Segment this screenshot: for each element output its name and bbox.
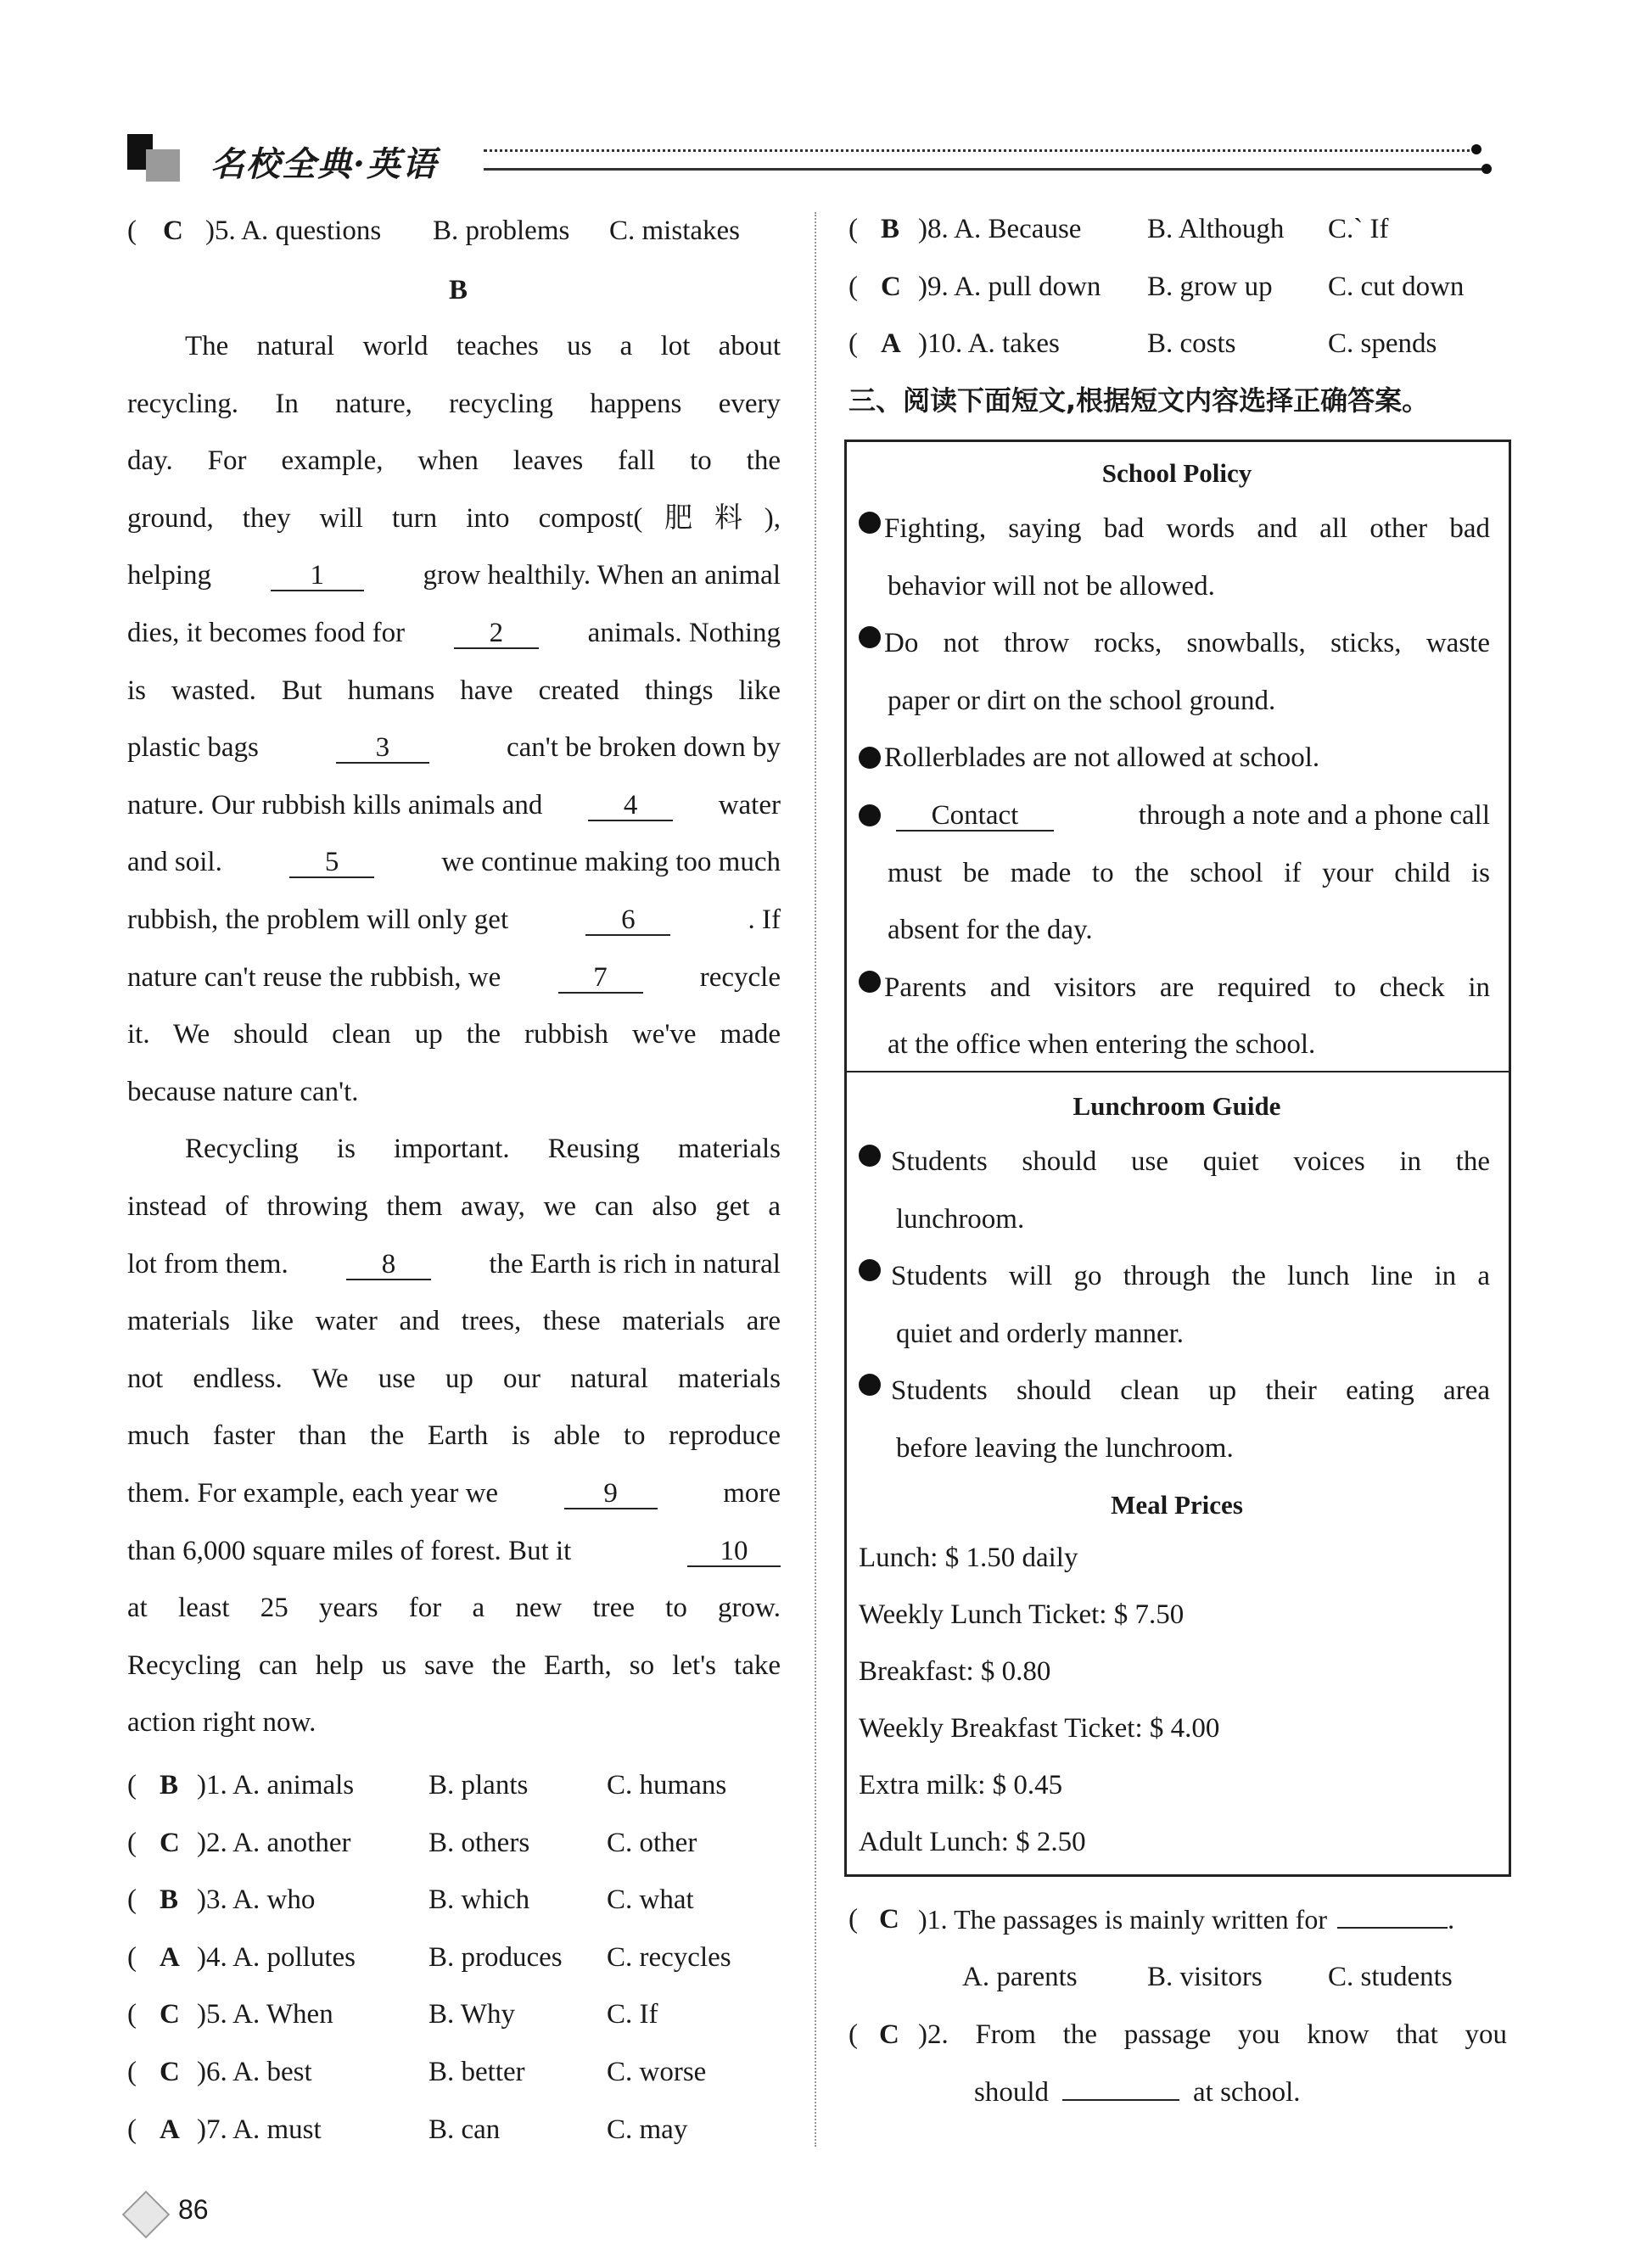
question-end: .: [1447, 1905, 1455, 1935]
header-dot-icon: [1471, 144, 1481, 154]
lunchroom-text: before leaving the lunchroom.: [896, 1433, 1234, 1464]
passage-text: the Earth is rich in natural: [489, 1248, 781, 1280]
paren: (: [127, 1884, 137, 1916]
policy-text: Rollerblades are not allowed at school.: [884, 742, 1320, 774]
page-number-diamond-icon: [122, 2191, 171, 2239]
passage-line: [127, 903, 781, 937]
paren: (: [849, 214, 858, 244]
option-a: )2. A. another: [197, 1827, 351, 1858]
bullet-icon: [859, 747, 881, 769]
option-c: C. humans: [607, 1770, 727, 1800]
passage-text: . If: [748, 904, 781, 935]
option-b: B. can: [428, 2114, 501, 2145]
paren: (: [127, 1999, 137, 2030]
section-3-title: 三、阅读下面短文,根据短文内容选择正确答案。: [849, 384, 1430, 417]
header-dotted-rule: [484, 149, 1476, 152]
answer: C: [160, 2057, 180, 2087]
question-text: )2. From the passage you know that you: [918, 2019, 1507, 2050]
policy-line: [859, 856, 1490, 890]
blank-number: 1: [271, 561, 364, 591]
passage-text: helping: [127, 560, 211, 591]
answer: C: [881, 271, 901, 302]
passage-line: because nature can't.: [127, 1076, 359, 1107]
policy-line: [859, 971, 1490, 1005]
paren: (: [849, 328, 858, 360]
paren: (: [849, 1904, 858, 1935]
section-b-title: B: [448, 275, 468, 305]
option-a: )9. A. pull down: [918, 271, 1101, 302]
passage-line: action right now.: [127, 1707, 316, 1739]
option-a: )10. A. takes: [918, 328, 1060, 360]
passage-line: materials like water and trees, these materials are: [127, 1306, 781, 1337]
policy-text: paper or dirt on the school ground.: [888, 685, 1276, 716]
passage-text: grow healthily. When an animal: [423, 560, 781, 591]
option-b: B. others: [428, 1827, 530, 1858]
policy-line-start: [859, 798, 1054, 832]
passage-text: rubbish, the problem will only get: [127, 904, 509, 935]
passage-line: much faster than the Earth is able to reproduce: [127, 1420, 781, 1452]
passage-text: dies, it becomes food for: [127, 618, 406, 648]
question-text: should: [974, 2077, 1050, 2108]
lunchroom-line: [859, 1202, 1490, 1236]
option-c: C. may: [607, 2114, 688, 2145]
passage-line: Recycling can help us save the Earth, so let's take: [127, 1649, 781, 1681]
meal-price-item: Extra milk: $ 0.45: [859, 1770, 1063, 1800]
paren: (: [127, 2114, 137, 2145]
policy-line: [859, 913, 1490, 947]
passage-text: them. For example, each year we: [127, 1478, 499, 1509]
policy-line: [859, 798, 1490, 832]
bullet-icon: [859, 1374, 881, 1396]
policy-text: must be made to the school if your child is: [888, 857, 1490, 888]
bullet-icon: [859, 1145, 881, 1167]
option-c: C. recycles: [607, 1941, 731, 1973]
option-c: C. other: [607, 1827, 697, 1858]
lunchroom-line: [859, 1431, 1490, 1465]
policy-line: [859, 626, 1490, 660]
passage-line: instead of throwing them away, we can also get a: [127, 1191, 781, 1222]
option-a: )6. A. best: [197, 2057, 312, 2087]
passage-line: The natural world teaches us a lot about: [185, 331, 781, 361]
meal-prices-title: Meal Prices: [1111, 1490, 1243, 1520]
passage-text: water: [718, 789, 781, 820]
passage-line: [127, 960, 781, 994]
passage-text: and soil.: [127, 847, 222, 878]
answer: B: [881, 214, 900, 244]
lunchroom-title: Lunchroom Guide: [1073, 1091, 1281, 1121]
lunchroom-text: Students should use quiet voices in the: [891, 1146, 1490, 1177]
passage-text: animals. Nothing: [587, 618, 781, 648]
page-number: 86: [178, 2194, 209, 2225]
option-a: )7. A. must: [197, 2114, 322, 2145]
answer: A: [160, 2114, 180, 2145]
passage-line: [127, 1476, 781, 1510]
meal-price-item: Weekly Breakfast Ticket: $ 4.00: [859, 1713, 1220, 1744]
paren: (: [127, 1941, 137, 1973]
option-a: )8. A. Because: [918, 214, 1082, 244]
passage-line: recycling. In nature, recycling happens every: [127, 388, 781, 419]
meal-price-item: Lunch: $ 1.50 daily: [859, 1543, 1078, 1573]
option-b: B. better: [428, 2057, 525, 2087]
answer: C: [160, 1999, 180, 2030]
answer: B: [160, 1884, 179, 1916]
passage-line: [127, 845, 781, 879]
blank-number: 5: [289, 848, 374, 878]
passage-text: more: [723, 1478, 781, 1509]
passage-line: [127, 731, 781, 764]
passage-line: ground, they will turn into compost(肥料),: [127, 502, 781, 534]
policy-line: [859, 569, 1490, 603]
answer-blank: Contact: [896, 801, 1054, 832]
meal-price-item: Adult Lunch: $ 2.50: [859, 1827, 1086, 1857]
passage-line: [127, 558, 781, 592]
lunchroom-line: [859, 1145, 1490, 1179]
answer: C: [160, 1827, 180, 1858]
policy-line: [859, 741, 1490, 775]
option-b: B. visitors: [1147, 1962, 1263, 1992]
policy-line: [859, 512, 1490, 546]
blank-number: 8: [346, 1250, 431, 1280]
passage-line: Recycling is important. Reusing materials: [185, 1134, 781, 1165]
policy-text: behavior will not be allowed.: [888, 570, 1215, 602]
passage-line: [127, 1247, 781, 1281]
option-a: )3. A. who: [197, 1884, 316, 1916]
policy-text: through a note and a phone call: [1138, 800, 1490, 831]
bullet-icon: [859, 626, 881, 648]
meal-price-item: Weekly Lunch Ticket: $ 7.50: [859, 1599, 1185, 1630]
passage-text: plastic bags: [127, 732, 259, 764]
option-b: B. costs: [1147, 328, 1236, 360]
passage-text: nature. Our rubbish kills animals and: [127, 789, 543, 820]
policy-title: School Policy: [1101, 458, 1252, 488]
option-a: A. parents: [962, 1962, 1078, 1992]
paren: (: [127, 1827, 137, 1858]
passage-text: nature can't reuse the rubbish, we: [127, 961, 501, 993]
blank-number: 7: [558, 963, 643, 994]
policy-text: absent for the day.: [888, 915, 1093, 946]
option-c: C. worse: [607, 2057, 707, 2087]
option-c: C. spends: [1328, 328, 1437, 360]
passage-text: we continue making too much: [441, 847, 781, 878]
paren: (: [127, 2057, 137, 2087]
option-a: )4. A. pollutes: [197, 1941, 356, 1973]
header-dot-icon: [1481, 164, 1492, 174]
passage-line: [127, 788, 781, 822]
lunchroom-text: quiet and orderly manner.: [896, 1318, 1185, 1349]
policy-line: [859, 684, 1490, 718]
policy-line: [859, 1028, 1490, 1061]
blank-number: 6: [585, 905, 670, 936]
header-square-gray-icon: [146, 149, 180, 182]
bullet-icon: [859, 512, 881, 534]
bullet-icon: [859, 971, 881, 993]
paren: (: [849, 271, 858, 302]
page-header: [127, 134, 1502, 193]
paren: (: [127, 1770, 137, 1800]
question-line: [974, 2075, 1301, 2109]
passage-line: is wasted. But humans have created things like: [127, 675, 781, 706]
policy-text: Parents and visitors are required to check in: [884, 972, 1490, 1003]
answer: B: [160, 1770, 179, 1800]
passage-line: at least 25 years for a new tree to grow.: [127, 1593, 781, 1624]
bullet-icon: [859, 1259, 881, 1281]
blank-number: 9: [564, 1479, 658, 1509]
lunchroom-line: [859, 1259, 1490, 1293]
answer-blank: [1337, 1927, 1448, 1929]
blank-number: 4: [588, 791, 673, 821]
answer: C: [879, 2019, 899, 2050]
policy-text: at the office when entering the school.: [888, 1029, 1316, 1061]
option-c: C. what: [607, 1884, 694, 1916]
passage-line: [127, 616, 781, 650]
option-c: C.` If: [1328, 214, 1389, 244]
passage-line: it. We should clean up the rubbish we've made: [127, 1019, 781, 1050]
passage-line: not endless. We use up our natural materials: [127, 1363, 781, 1394]
blank-number: 3: [336, 733, 429, 764]
lunchroom-line: [859, 1317, 1490, 1351]
header-solid-rule: [484, 168, 1485, 171]
option-b: B. Why: [428, 1999, 516, 2030]
option-a: )1. A. animals: [197, 1770, 355, 1800]
answer: C: [879, 1904, 899, 1935]
lunchroom-text: lunchroom.: [896, 1203, 1025, 1235]
option-c: C. If: [607, 1999, 658, 2030]
passage-text: lot from them.: [127, 1248, 288, 1280]
passage-text: than 6,000 square miles of forest. But it: [127, 1535, 572, 1566]
passage-line: day. For example, when leaves fall to the: [127, 445, 781, 477]
blank-number: 2: [454, 619, 539, 649]
blank-number: 10: [687, 1537, 781, 1567]
passage-line: [127, 1534, 781, 1568]
option-b: B. which: [428, 1884, 530, 1916]
notice-box-divider: [844, 1071, 1509, 1072]
policy-text: Do not throw rocks, snowballs, sticks, waste: [884, 628, 1490, 659]
question-stem: [918, 1902, 1454, 1937]
meal-price-item: Breakfast: $ 0.80: [859, 1656, 1051, 1687]
option-c: C. cut down: [1328, 271, 1465, 302]
lunchroom-line: [859, 1374, 1490, 1408]
question-text: at school.: [1193, 2077, 1301, 2108]
answer: A: [160, 1941, 180, 1973]
option-c: C. students: [1328, 1962, 1453, 1992]
lunchroom-text: Students should clean up their eating area: [891, 1375, 1490, 1407]
option-b: B. produces: [428, 1941, 563, 1973]
option-a: )5. A. When: [197, 1999, 333, 2030]
answer: A: [881, 328, 901, 360]
policy-text: Fighting, saying bad words and all other bad: [884, 513, 1490, 544]
bullet-icon: [859, 804, 881, 826]
lunchroom-text: Students will go through the lunch line in a: [891, 1261, 1490, 1292]
question-text: )1. The passages is mainly written for: [918, 1904, 1327, 1935]
paren: (: [849, 2019, 858, 2050]
passage-text: recycle: [699, 961, 781, 993]
answer-blank: [1062, 2099, 1179, 2101]
passage-text: can't be broken down by: [506, 732, 781, 764]
option-b: B. Although: [1147, 214, 1285, 244]
column-divider: [815, 212, 816, 2147]
option-b: B. plants: [428, 1770, 529, 1800]
option-b: B. grow up: [1147, 271, 1273, 302]
header-title: 名校全典·英语: [210, 144, 438, 184]
